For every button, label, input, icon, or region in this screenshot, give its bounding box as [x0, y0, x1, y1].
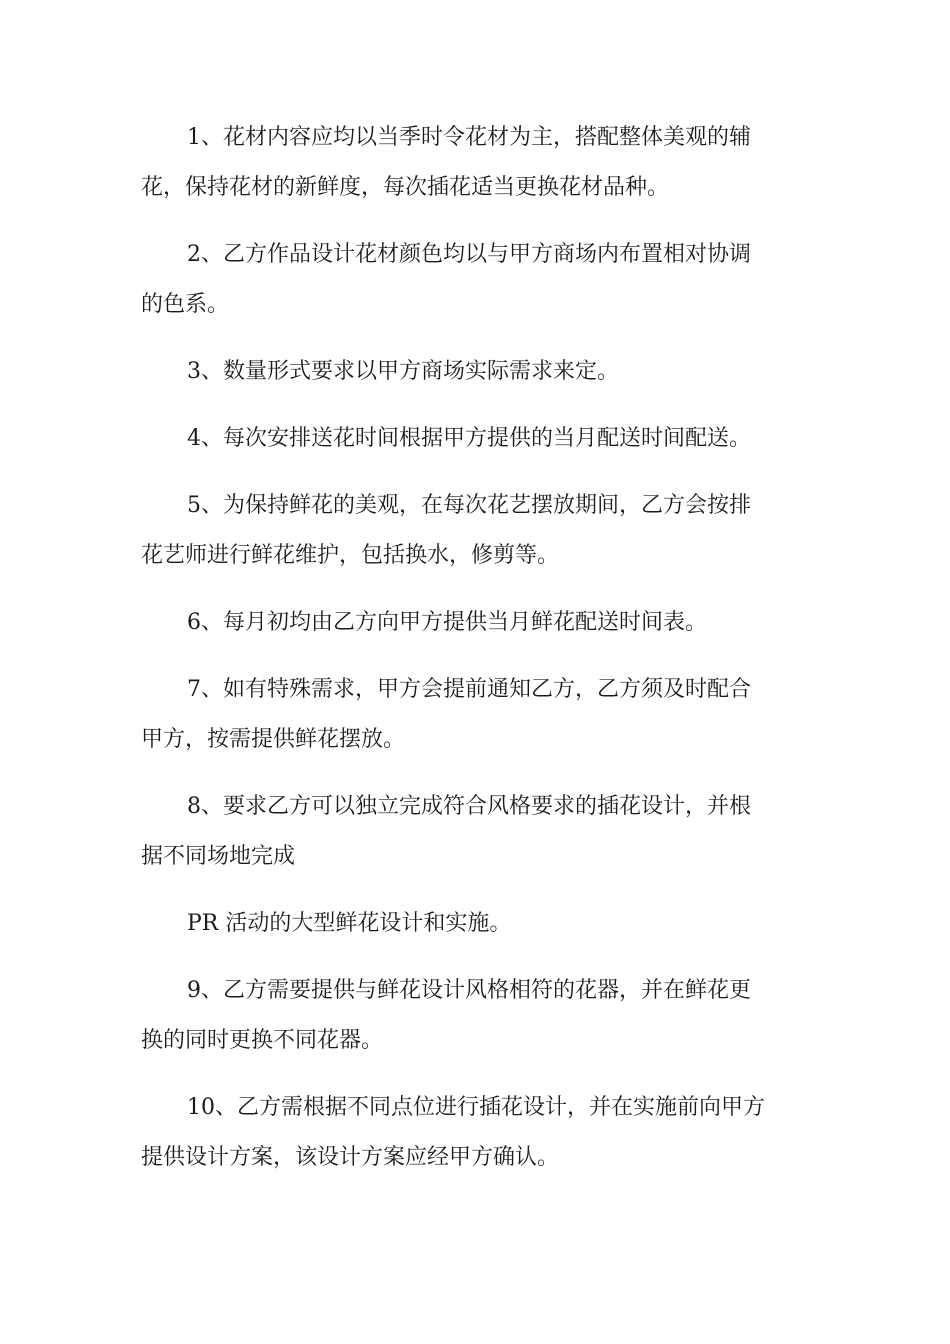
item-1-line-1: 1、花材内容应均以当季时令花材为主，搭配整体美观的辅 — [187, 125, 751, 150]
item-4-line-1: 4、每次安排送花时间根据甲方提供的当月配送时间配送。 — [187, 426, 751, 451]
item-6-line-1: 6、每月初均由乙方向甲方提供当月鲜花配送时间表。 — [187, 610, 707, 635]
item-8-line-1: 8、要求乙方可以独立完成符合风格要求的插花设计，并根 — [187, 794, 751, 819]
item-8-line-2: 据不同场地完成 — [141, 844, 296, 869]
item-8-continuation: PR 活动的大型鲜花设计和实施。 — [187, 911, 512, 936]
item-7-line-1: 7、如有特殊需求，甲方会提前通知乙方，乙方须及时配合 — [187, 677, 751, 702]
item-2-line-2: 的色系。 — [141, 292, 230, 317]
item-2-line-1: 2、乙方作品设计花材颜色均以与甲方商场内布置相对协调 — [187, 242, 751, 267]
item-7-line-2: 甲方，按需提供鲜花摆放。 — [141, 727, 406, 752]
item-5-line-1: 5、为保持鲜花的美观，在每次花艺摆放期间，乙方会按排 — [187, 493, 751, 518]
item-9-line-1: 9、乙方需要提供与鲜花设计风格相符的花器，并在鲜花更 — [187, 978, 751, 1003]
item-1-line-2: 花，保持花材的新鲜度，每次插花适当更换花材品种。 — [141, 175, 670, 200]
item-3-line-1: 3、数量形式要求以甲方商场实际需求来定。 — [187, 359, 619, 384]
item-10-line-2: 提供设计方案，该设计方案应经甲方确认。 — [141, 1145, 560, 1170]
item-5-line-2: 花艺师进行鲜花维护，包括换水，修剪等。 — [141, 543, 560, 568]
item-10-line-1: 10、乙方需根据不同点位进行插花设计，并在实施前向甲方 — [187, 1095, 765, 1120]
item-9-line-2: 换的同时更换不同花器。 — [141, 1028, 384, 1053]
